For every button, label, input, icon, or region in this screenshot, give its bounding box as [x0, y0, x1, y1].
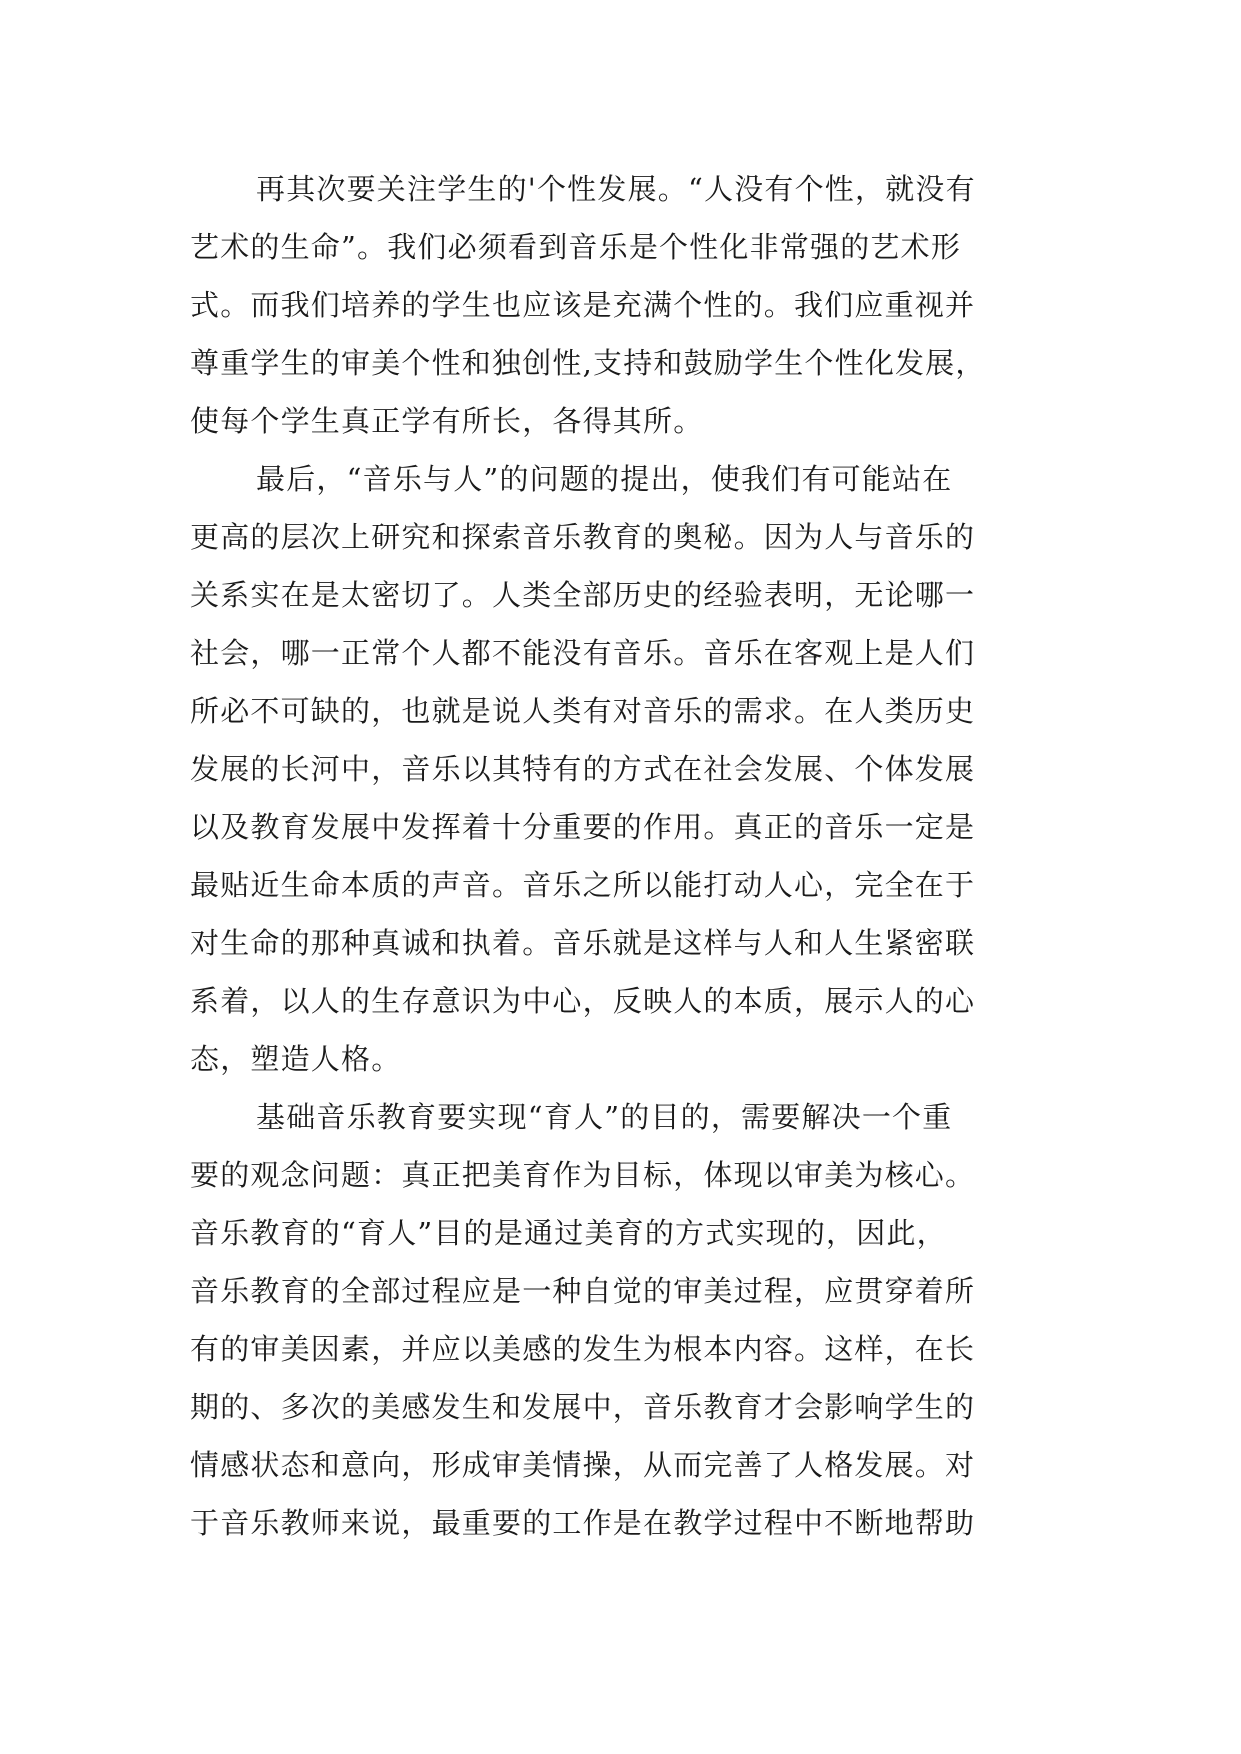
paragraph-2-line-4: 社会，哪一正常个人都不能没有音乐。音乐在客观上是人们 [190, 636, 976, 670]
paragraph-2-line-8: 最贴近生命本质的声音。音乐之所以能打动人心，完全在于 [190, 868, 976, 902]
paragraph-2-line-11: 态，塑造人格。 [190, 1042, 402, 1076]
paragraph-3-line-5: 有的审美因素，并应以美感的发生为根本内容。这样，在长 [190, 1332, 976, 1366]
paragraph-1-line-1: 再其次要关注学生的'个性发展。“人没有个性，就没有 [256, 172, 976, 206]
paragraph-3-line-1: 基础音乐教育要实现“育人”的目的，需要解决一个重 [256, 1100, 953, 1134]
paragraph-2-line-6: 发展的长河中，音乐以其特有的方式在社会发展、个体发展 [190, 752, 976, 786]
paragraph-1-line-2: 艺术的生命”。我们必须看到音乐是个性化非常强的艺术形 [190, 230, 962, 264]
paragraph-1-line-4: 尊重学生的审美个性和独创性,支持和鼓励学生个性化发展， [190, 346, 986, 380]
paragraph-1-line-3: 式。而我们培养的学生也应该是充满个性的。我们应重视并 [190, 288, 976, 322]
paragraph-3-line-3: 音乐教育的“育人”目的是通过美育的方式实现的，因此， [190, 1216, 947, 1250]
paragraph-3-line-4: 音乐教育的全部过程应是一种自觉的审美过程，应贯穿着所 [190, 1274, 976, 1308]
paragraph-3-line-6: 期的、多次的美感发生和发展中，音乐教育才会影响学生的 [190, 1390, 976, 1424]
paragraph-2-line-9: 对生命的那种真诚和执着。音乐就是这样与人和人生紧密联 [190, 926, 976, 960]
paragraph-3-line-7: 情感状态和意向，形成审美情操，从而完善了人格发展。对 [190, 1448, 976, 1482]
paragraph-3-line-8: 于音乐教师来说，最重要的工作是在教学过程中不断地帮助 [190, 1506, 976, 1540]
paragraph-2-line-1: 最后，“音乐与人”的问题的提出，使我们有可能站在 [256, 462, 953, 496]
paragraph-2-line-10: 系着，以人的生存意识为中心，反映人的本质，展示人的心 [190, 984, 976, 1018]
paragraph-2-line-2: 更高的层次上研究和探索音乐教育的奥秘。因为人与音乐的 [190, 520, 976, 554]
paragraph-2-line-3: 关系实在是太密切了。人类全部历史的经验表明，无论哪一 [190, 578, 976, 612]
paragraph-2-line-7: 以及教育发展中发挥着十分重要的作用。真正的音乐一定是 [190, 810, 976, 844]
paragraph-1-line-5: 使每个学生真正学有所长，各得其所。 [190, 404, 704, 438]
paragraph-2-line-5: 所必不可缺的，也就是说人类有对音乐的需求。在人类历史 [190, 694, 976, 728]
paragraph-3-line-2: 要的观念问题：真正把美育作为目标，体现以审美为核心。 [190, 1158, 976, 1192]
